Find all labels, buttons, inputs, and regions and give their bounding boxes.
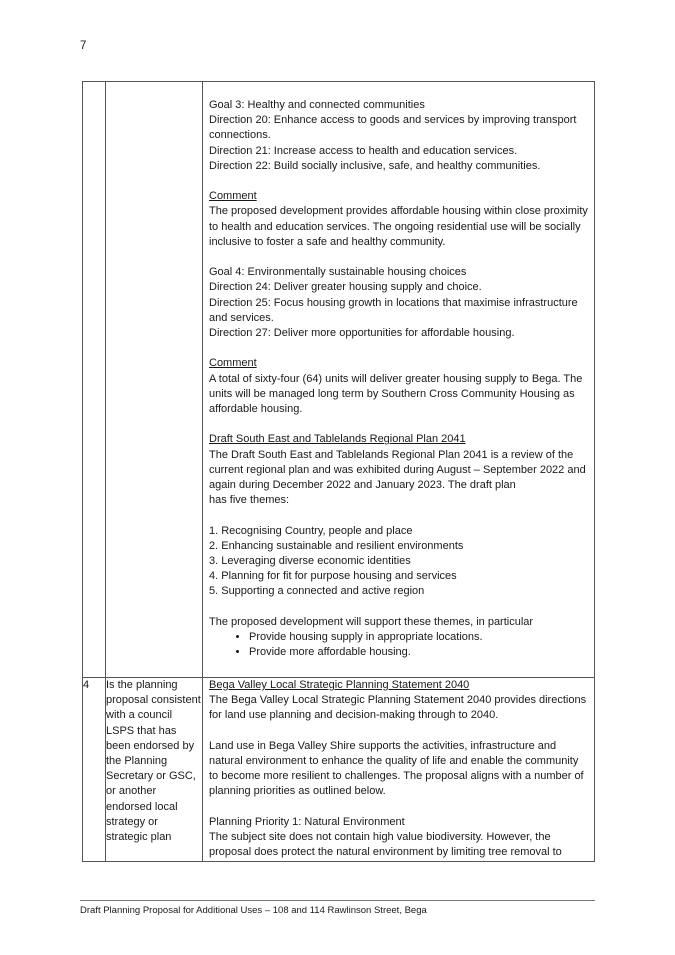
paragraph: Direction 22: Build socially inclusive, safe, and healthy communities. [209,159,541,172]
bullet-item: • Provide more affordable housing. [249,645,588,660]
paragraph: Direction 21: Increase access to health and education services. [209,144,518,157]
paragraph-gap [209,341,588,356]
question-cell [106,678,203,862]
row-number: 4 [83,679,90,691]
response-cell [203,82,595,678]
paragraph: Goal 4: Environmentally sustainable housing choices [209,266,467,279]
paragraph: A total of sixty-four (64) units will deliver greater housing supply to Bega. The units will be managed long term by Southern Cross Community Housing as affordable housing. [209,372,583,416]
row-number-cell [83,82,106,678]
paragraph: The proposed development provides affordable housing within close proximity to health and education services. The ongoing residential use will be socially inclusive to foster a safe and healthy community. [209,205,588,248]
question-text: Is the planning proposal consistent with a council LSPS that has been endorsed by the Planning Secretary or GSC, or another endorsed local strategy or strategic plan [106,679,201,844]
bullet-item: • Provide housing supply in appropriate locations. [249,630,588,645]
paragraph: The Bega Valley Local Strategic Planning Statement 2040 provides directions for land use planning and decision-making through to 2040. [209,694,587,722]
paragraph-gap [209,508,588,523]
question-cell [106,82,203,678]
table-row [83,678,595,862]
paragraph: The Draft South East and Tablelands Regional Plan 2041 is a review of the current regional plan and was exhibited during August – September 2022 and again during December 2022 and January 2023. The draft plan [209,448,586,492]
table-row [83,82,595,678]
paragraph: has five themes: [209,494,290,507]
paragraph: 2. Enhancing sustainable and resilient environments [209,539,464,552]
section-heading: Draft South East and Tablelands Regional Plan 2041 [209,433,466,446]
paragraph: The subject site does not contain high value biodiversity. However, the proposal does protect the natural environment by limiting tree removal to [209,831,562,859]
section-heading: Bega Valley Local Strategic Planning Statement 2040 [209,679,470,691]
paragraph: Direction 20: Enhance access to goods and services by improving transport connections. [209,114,577,142]
paragraph: Goal 3: Healthy and connected communities [209,99,425,111]
paragraph: 3. Leveraging diverse economic identities [209,555,411,568]
paragraph: 4. Planning for fit for purpose housing and services [209,570,457,583]
paragraph: Land use in Bega Valley Shire supports the activities, infrastructure and natural environment to enhance the quality of life and enable the community to become more resilient to challenges. The proposal aligns with a number of planning priorities as outlined below. [209,739,584,798]
page-number: 7 [80,40,87,52]
response-text [209,678,588,860]
paragraph-gap [209,174,588,189]
paragraph: Planning Priority 1: Natural Environment [209,815,405,828]
paragraph-gap [209,800,588,815]
response-text [209,98,588,630]
paragraph: Direction 25: Focus housing growth in locations that maximise infrastructure and services. [209,296,578,324]
paragraph: Direction 27: Deliver more opportunities for affordable housing. [209,327,515,340]
paragraph: 5. Supporting a connected and active region [209,585,425,598]
footer-divider [80,900,595,901]
section-heading: Comment [209,357,257,370]
section-heading: Comment [209,190,257,203]
consistency-table [82,81,595,862]
paragraph-gap [209,250,588,265]
page-footer: Draft Planning Proposal for Additional Uses – 108 and 114 Rawlinson Street, Bega [80,905,427,916]
paragraph: Direction 24: Deliver greater housing supply and choice. [209,281,482,294]
response-cell [203,678,595,862]
paragraph-gap [209,724,588,739]
paragraph-gap [209,417,588,432]
paragraph-gap [209,600,588,615]
paragraph: 1. Recognising Country, people and place [209,524,413,537]
theme-bullet-list [209,630,588,660]
row-number-cell [83,678,106,862]
paragraph: The proposed development will support these themes, in particular [209,615,534,628]
